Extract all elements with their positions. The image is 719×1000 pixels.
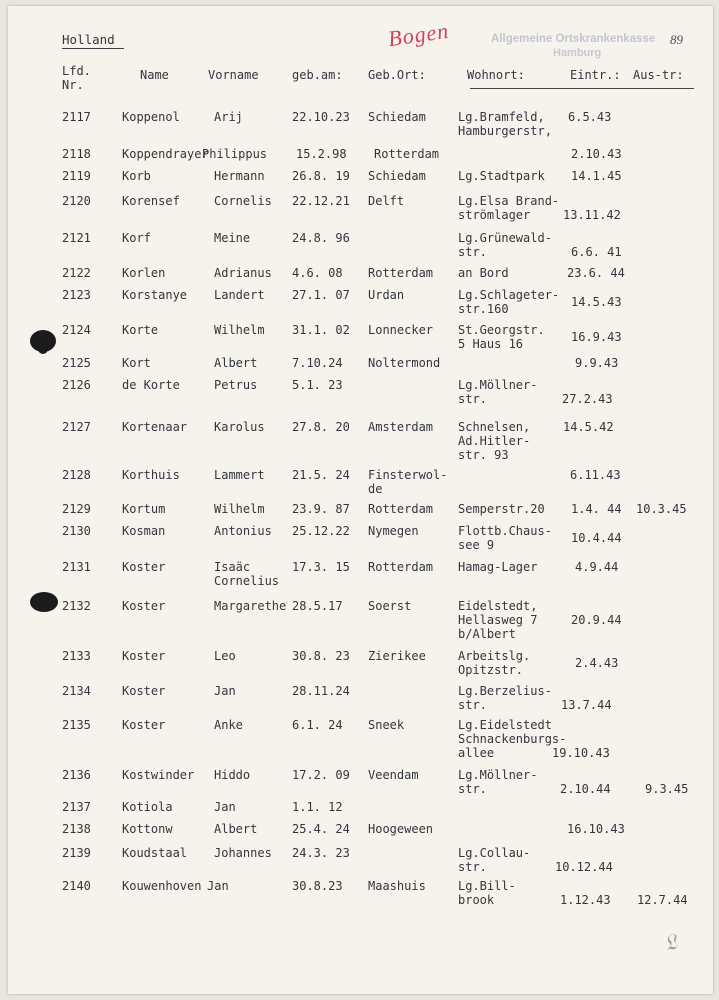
row-geb-am: 23.9. 87	[292, 502, 350, 516]
row-eintr: 1.12.43	[560, 893, 611, 907]
row-geb-ort: Rotterdam	[368, 502, 434, 516]
row-name: Kosman	[122, 524, 166, 538]
header-geb-am: geb.am:	[292, 68, 343, 82]
row-wohnort: Lg.Grünewald- str.	[458, 231, 552, 259]
header-vorname: Vorname	[208, 68, 259, 82]
row-eintr: 10.12.44	[555, 860, 613, 874]
row-eintr: 14.1.45	[571, 169, 622, 183]
row-vorname: Jan	[214, 684, 236, 698]
row-vorname: Wilhelm	[214, 323, 265, 337]
row-geb-ort: Nymegen	[368, 524, 419, 538]
row-wohnort: Eidelstedt, Hellasweg 7 b/Albert	[458, 599, 538, 641]
header-name: Name	[140, 68, 169, 82]
row-number: 2126	[62, 378, 91, 392]
row-geb-am: 17.2. 09	[292, 768, 350, 782]
row-geb-am: 7.10.24	[292, 356, 343, 370]
row-name: Kottonw	[122, 822, 173, 836]
row-vorname: Margarethe	[214, 599, 287, 613]
row-vorname: Arij	[214, 110, 243, 124]
row-geb-am: 17.3. 15	[292, 560, 350, 574]
row-number: 2119	[62, 169, 91, 183]
row-eintr: 14.5.43	[571, 295, 622, 309]
row-geb-am: 6.1. 24	[292, 718, 343, 732]
row-number: 2140	[62, 879, 91, 893]
row-vorname: Karolus	[214, 420, 265, 434]
header-austr: Aus-tr:	[633, 68, 684, 82]
row-name: Koppendrayer	[122, 147, 209, 161]
row-vorname: Antonius	[214, 524, 272, 538]
row-wohnort: Lg.Möllner- str.	[458, 768, 538, 796]
header-lfd-nr: Lfd. Nr.	[62, 64, 91, 92]
row-wohnort: Lg.Eidelstedt Schnackenburgs- allee	[458, 718, 567, 760]
row-number: 2137	[62, 800, 91, 814]
row-eintr: 4.9.44	[575, 560, 619, 574]
row-name: Korstanye	[122, 288, 188, 302]
row-geb-am: 28.11.24	[292, 684, 350, 698]
row-austr: 9.3.45	[645, 782, 689, 796]
row-geb-am: 25.4. 24	[292, 822, 350, 836]
row-wohnort: Lg.Bill- brook	[458, 879, 516, 907]
row-eintr: 6.11.43	[570, 468, 621, 482]
row-geb-ort: Rotterdam	[368, 560, 434, 574]
row-geb-am: 24.8. 96	[292, 231, 350, 245]
row-name: Korb	[122, 169, 151, 183]
row-name: Koster	[122, 560, 166, 574]
row-vorname: Hermann	[214, 169, 265, 183]
row-vorname: Lammert	[214, 468, 265, 482]
row-number: 2118	[62, 147, 91, 161]
row-geb-ort: Maashuis	[368, 879, 426, 893]
row-number: 2133	[62, 649, 91, 663]
header-rule	[470, 88, 694, 89]
row-geb-ort: Rotterdam	[368, 266, 434, 280]
row-eintr: 1.4. 44	[571, 502, 622, 516]
row-name: Koster	[122, 649, 166, 663]
red-handwritten-mark: Bogen	[386, 17, 451, 52]
row-name: Kouwenhoven	[122, 879, 202, 893]
row-name: Korthuis	[122, 468, 180, 482]
row-name: Kotiola	[122, 800, 173, 814]
row-eintr: 10.4.44	[571, 531, 622, 545]
row-number: 2128	[62, 468, 91, 482]
row-austr: 12.7.44	[637, 893, 688, 907]
header-wohnort: Wohnort:	[467, 68, 525, 82]
row-wohnort: Lg.Elsa Brand- strömlager	[458, 194, 560, 222]
row-number: 2136	[62, 768, 91, 782]
faded-stamp-line-1: Allgemeine Ortskrankenkasse	[491, 33, 656, 45]
row-geb-am: 30.8.23	[292, 879, 343, 893]
row-name: Kostwinder	[122, 768, 195, 782]
row-number: 2131	[62, 560, 91, 574]
row-number: 2130	[62, 524, 91, 538]
row-number: 2123	[62, 288, 91, 302]
row-vorname: Landert	[214, 288, 265, 302]
row-vorname: Anke	[214, 718, 243, 732]
row-eintr: 13.11.42	[563, 208, 621, 222]
row-eintr: 13.7.44	[561, 698, 612, 712]
row-name: Koster	[122, 684, 166, 698]
row-geb-ort: Hoogeween	[368, 822, 434, 836]
row-eintr: 6.5.43	[568, 110, 612, 124]
row-wohnort: Semperstr.20	[458, 502, 545, 516]
row-number: 2129	[62, 502, 91, 516]
row-geb-am: 28.5.17	[292, 599, 343, 613]
row-vorname: Petrus	[214, 378, 258, 392]
header-geb-ort: Geb.Ort:	[368, 68, 426, 82]
row-geb-ort: Schiedam	[368, 110, 426, 124]
row-name: Koster	[122, 718, 166, 732]
row-geb-am: 5.1. 23	[292, 378, 343, 392]
row-name: Koudstaal	[122, 846, 188, 860]
row-number: 2138	[62, 822, 91, 836]
row-eintr: 2.10.44	[560, 782, 611, 796]
row-vorname: Meine	[214, 231, 251, 245]
row-eintr: 14.5.42	[563, 420, 614, 434]
row-vorname: Adrianus	[214, 266, 272, 280]
row-geb-am: 24.3. 23	[292, 846, 350, 860]
row-wohnort: Lg.Collau- str.	[458, 846, 531, 874]
row-number: 2139	[62, 846, 91, 860]
row-name: Kortenaar	[122, 420, 188, 434]
row-wohnort: Arbeitslg. Opitzstr.	[458, 649, 531, 677]
row-number: 2122	[62, 266, 91, 280]
row-number: 2124	[62, 323, 91, 337]
row-name: Kortum	[122, 502, 166, 516]
row-name: Korensef	[122, 194, 180, 208]
row-name: Koppenol	[122, 110, 180, 124]
ink-blot	[38, 344, 48, 354]
row-name: Korf	[122, 231, 151, 245]
row-name: Korlen	[122, 266, 166, 280]
row-geb-am: 15.2.98	[296, 147, 347, 161]
row-vorname: Cornelis	[214, 194, 272, 208]
row-eintr: 16.9.43	[571, 330, 622, 344]
row-vorname: Jan	[214, 800, 236, 814]
row-number: 2117	[62, 110, 91, 124]
country-heading: Holland	[62, 32, 115, 47]
row-name: Koster	[122, 599, 166, 613]
row-geb-ort: Noltermond	[368, 356, 441, 370]
page-number: 89	[670, 32, 683, 47]
row-eintr: 2.4.43	[575, 656, 619, 670]
row-geb-ort: Veendam	[368, 768, 419, 782]
row-geb-ort: Soerst	[368, 599, 412, 613]
row-geb-am: 30.8. 23	[292, 649, 350, 663]
row-eintr: 19.10.43	[552, 746, 610, 760]
row-eintr: 2.10.43	[571, 147, 622, 161]
row-geb-ort: Finsterwol- de	[368, 468, 448, 496]
row-wohnort: Lg.Stadtpark	[458, 169, 545, 183]
row-eintr: 23.6. 44	[567, 266, 625, 280]
row-geb-ort: Sneek	[368, 718, 405, 732]
row-wohnort: Schnelsen, Ad.Hitler- str. 93	[458, 420, 531, 462]
row-wohnort: St.Georgstr. 5 Haus 16	[458, 323, 545, 351]
row-vorname: Leo	[214, 649, 236, 663]
row-vorname: Albert	[214, 822, 258, 836]
row-eintr: 6.6. 41	[571, 245, 622, 259]
row-eintr: 20.9.44	[571, 613, 622, 627]
row-vorname: Albert	[214, 356, 258, 370]
row-vorname: Hiddo	[214, 768, 251, 782]
row-wohnort: Flottb.Chaus- see 9	[458, 524, 552, 552]
row-vorname: Jan	[207, 879, 229, 893]
country-underline	[62, 48, 124, 49]
row-geb-am: 27.1. 07	[292, 288, 350, 302]
row-name: de Korte	[122, 378, 180, 392]
row-eintr: 27.2.43	[562, 392, 613, 406]
row-eintr: 16.10.43	[567, 822, 625, 836]
row-number: 2132	[62, 599, 91, 613]
row-geb-am: 26.8. 19	[292, 169, 350, 183]
row-wohnort: Lg.Schlageter- str.160	[458, 288, 560, 316]
ink-blot	[30, 592, 58, 612]
row-geb-am: 21.5. 24	[292, 468, 350, 482]
faded-stamp-line-2: Hamburg	[553, 47, 602, 59]
row-vorname: Isaäc Cornelius	[214, 560, 280, 588]
row-number: 2125	[62, 356, 91, 370]
row-wohnort: Lg.Möllner- str.	[458, 378, 538, 406]
row-wohnort: an Bord	[458, 266, 509, 280]
row-wohnort: Lg.Berzelius- str.	[458, 684, 552, 712]
pencil-corner-mark: 𝔏	[659, 928, 681, 957]
row-geb-am: 1.1. 12	[292, 800, 343, 814]
row-number: 2120	[62, 194, 91, 208]
row-geb-am: 22.10.23	[292, 110, 350, 124]
row-geb-am: 31.1. 02	[292, 323, 350, 337]
row-name: Kort	[122, 356, 151, 370]
row-number: 2121	[62, 231, 91, 245]
row-number: 2135	[62, 718, 91, 732]
row-geb-ort: Amsterdam	[368, 420, 434, 434]
row-geb-am: 25.12.22	[292, 524, 350, 538]
row-vorname: Wilhelm	[214, 502, 265, 516]
row-geb-ort: Zierikee	[368, 649, 426, 663]
row-vorname: Johannes	[214, 846, 272, 860]
row-vorname: Philippus	[202, 147, 268, 161]
row-geb-am: 22.12.21	[292, 194, 350, 208]
row-geb-ort: Delft	[368, 194, 405, 208]
row-wohnort: Lg.Bramfeld, Hamburgerstr,	[458, 110, 552, 138]
row-geb-ort: Urdan	[368, 288, 405, 302]
header-eintr: Eintr.:	[570, 68, 621, 82]
row-geb-ort: Lonnecker	[368, 323, 434, 337]
row-name: Korte	[122, 323, 159, 337]
row-eintr: 9.9.43	[575, 356, 619, 370]
row-wohnort: Hamag-Lager	[458, 560, 538, 574]
row-geb-am: 27.8. 20	[292, 420, 350, 434]
row-geb-ort: Rotterdam	[374, 147, 440, 161]
row-geb-am: 4.6. 08	[292, 266, 343, 280]
row-number: 2127	[62, 420, 91, 434]
row-austr: 10.3.45	[636, 502, 687, 516]
row-number: 2134	[62, 684, 91, 698]
row-geb-ort: Schiedam	[368, 169, 426, 183]
